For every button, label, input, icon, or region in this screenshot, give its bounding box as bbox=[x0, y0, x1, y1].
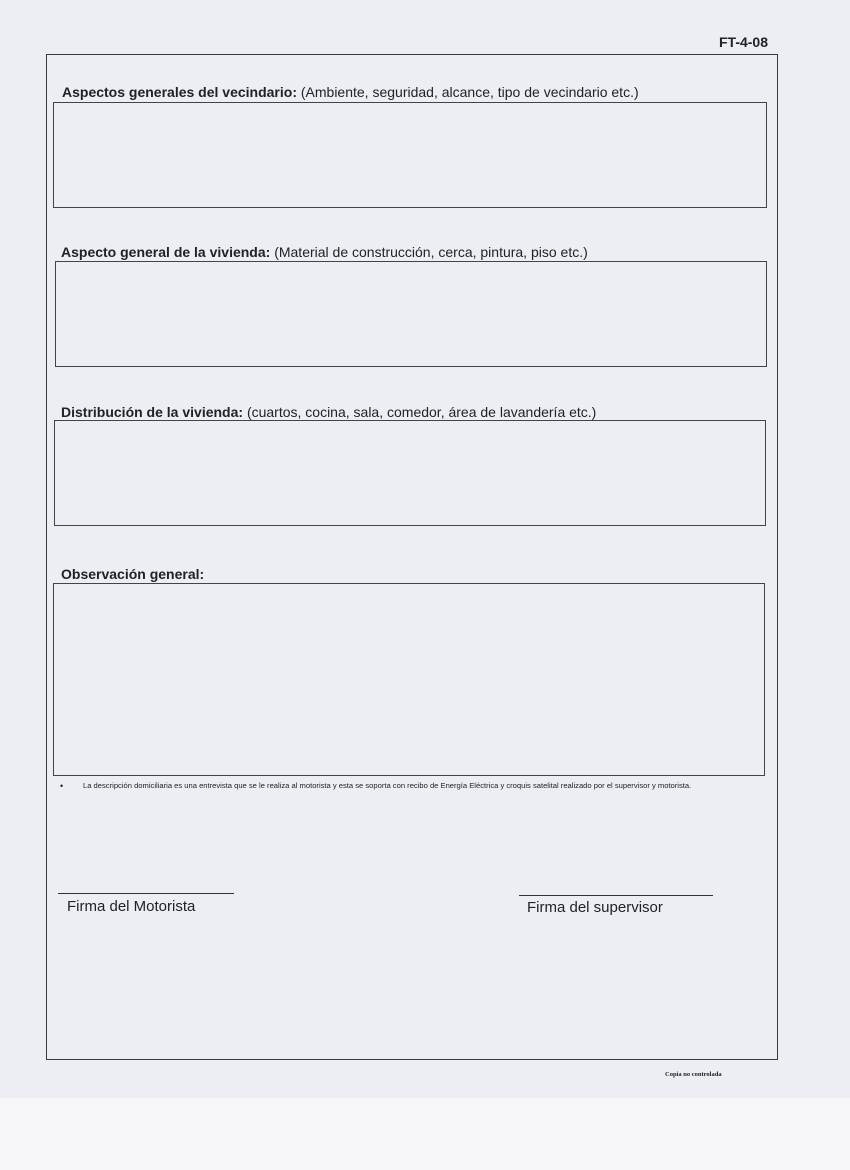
housing-aspect-field[interactable] bbox=[55, 261, 767, 367]
supervisor-signature-line[interactable] bbox=[519, 895, 713, 896]
neighborhood-field[interactable] bbox=[53, 102, 767, 208]
bullet-icon: • bbox=[60, 781, 64, 791]
section-title-housing-layout bbox=[61, 404, 596, 420]
footnote bbox=[60, 781, 765, 791]
supervisor-signature-label: Firma del supervisor bbox=[527, 899, 663, 916]
section-label: Observación general: bbox=[61, 566, 205, 582]
section-hint: (Material de construcción, cerca, pintura, piso etc.) bbox=[274, 244, 588, 260]
section-title-housing-aspect bbox=[61, 244, 588, 260]
document-code: FT-4-08 bbox=[718, 34, 768, 50]
section-label: Aspecto general de la vivienda: bbox=[61, 244, 271, 260]
driver-signature-line[interactable] bbox=[58, 893, 234, 894]
section-label: Distribución de la vivienda: bbox=[61, 404, 244, 420]
driver-signature-label: Firma del Motorista bbox=[67, 898, 196, 915]
section-label: Aspectos generales del vecindario: bbox=[62, 84, 297, 100]
footnote-text: La descripción domiciliaria es una entrevista que se le realiza al motorista y esta se soporta con recibo de Energía Eléctrica y croquis satelital realizado por el supervisor y motorista. bbox=[83, 781, 692, 790]
section-hint: (Ambiente, seguridad, alcance, tipo de vecindario etc.) bbox=[300, 84, 639, 100]
general-observation-field[interactable] bbox=[53, 583, 765, 776]
section-title-neighborhood bbox=[62, 84, 639, 100]
section-title-general-observation bbox=[61, 566, 204, 582]
copy-status: Copia no controlada bbox=[665, 1071, 722, 1078]
section-hint: (cuartos, cocina, sala, comedor, área de lavandería etc.) bbox=[246, 404, 597, 420]
scan-margin bbox=[0, 1098, 850, 1170]
housing-layout-field[interactable] bbox=[54, 420, 766, 526]
